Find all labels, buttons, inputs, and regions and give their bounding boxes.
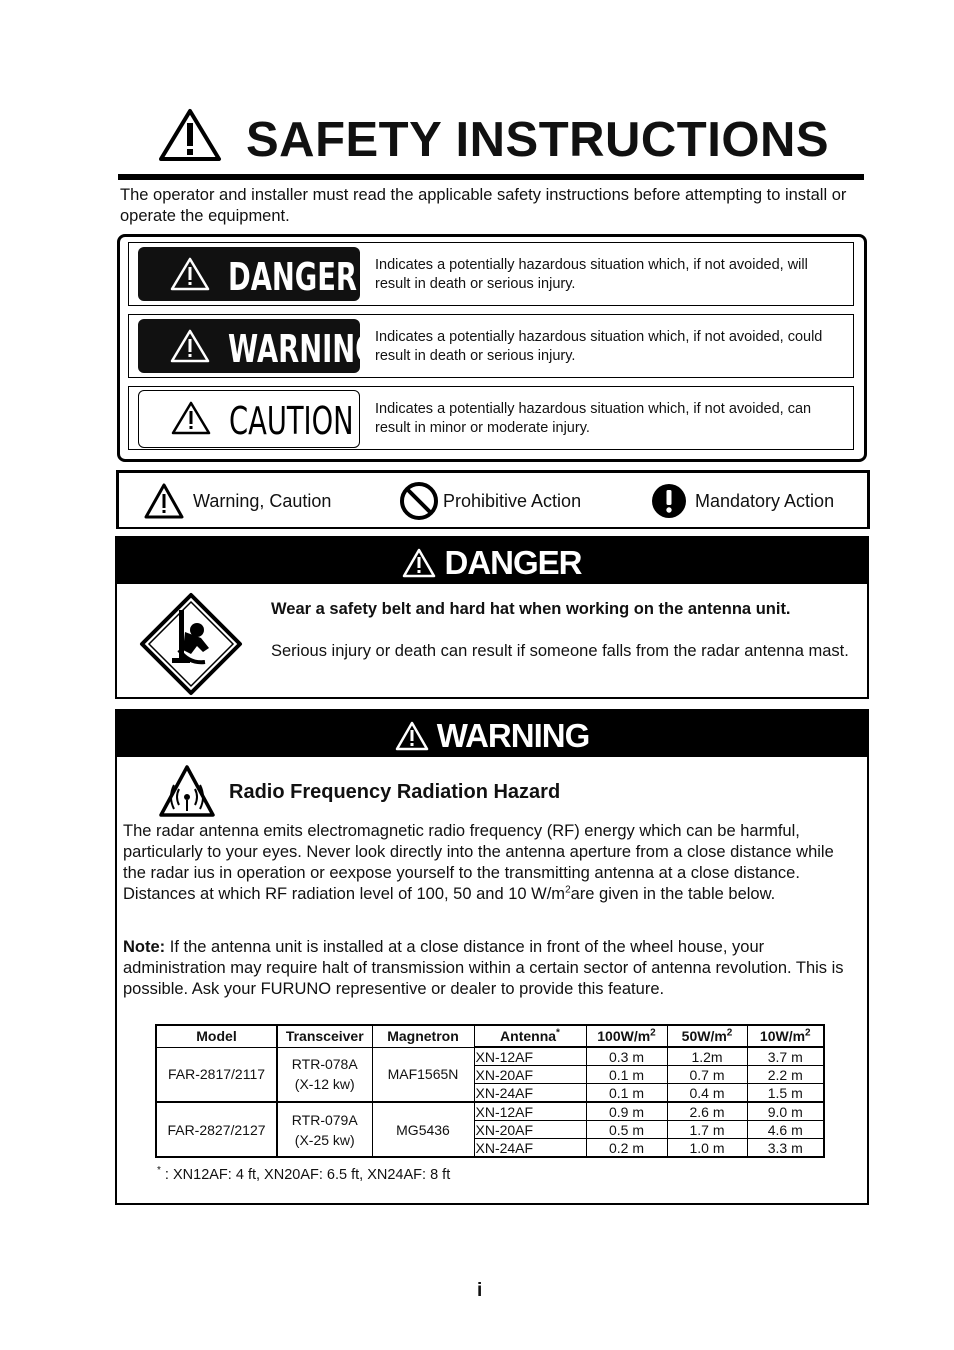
transceiver-power: (X-25 kw): [294, 1131, 355, 1148]
note-label: Note:: [123, 938, 166, 956]
col-model: Model: [156, 1025, 277, 1047]
legend-mandatory-label: Mandatory Action: [695, 490, 835, 511]
col-magnetron: Magnetron: [372, 1025, 474, 1047]
col-10w-sup: 2: [805, 1027, 811, 1039]
p100-cell: 0.1 m: [586, 1084, 667, 1103]
model-cell: FAR-2817/2117: [156, 1047, 277, 1102]
transceiver-cell: [277, 1047, 372, 1102]
p10-cell: 9.0 m: [747, 1102, 824, 1121]
warning-panel: [115, 709, 869, 1205]
transceiver-name: RTR-078A: [291, 1056, 358, 1073]
rf-hazard-body: [123, 821, 859, 905]
warning-triangle-icon: [158, 108, 222, 162]
danger-instruction: Wear a safety belt and hard hat when working on the antenna unit.: [271, 600, 791, 618]
rf-body-main: The radar antenna emits electromagnetic radio frequency (RF) energy which can be harmful, particularly to your eyes. Never look directly into the antenna aperture from a close distance while the radar ius in operation or eexpose yourself to the transmitting antenna at a close distance. Distances at which RF radiation level of 100, 50 and 10 W/m: [123, 822, 834, 903]
p50-cell: 2.6 m: [667, 1102, 747, 1121]
caution-description: Indicates a potentially hazardous situation which, if not avoided, can result in minor or moderate injury.: [375, 401, 812, 436]
signal-row-warning: [128, 314, 854, 378]
warning-header-text: WARNING: [436, 717, 590, 754]
col-50w-label: 50W/m: [681, 1028, 727, 1044]
warning-description: Indicates a potentially hazardous situation which, if not avoided, could result in death or serious injury.: [375, 329, 823, 364]
p10-cell: 2.2 m: [747, 1066, 824, 1084]
warning-triangle-icon: [395, 721, 429, 751]
transceiver-cell: [277, 1102, 372, 1157]
radiation-hazard-icon: [159, 765, 215, 817]
rf-note: [123, 937, 859, 1000]
fall-hazard-icon: [139, 592, 243, 696]
footnote-text: : XN12AF: 4 ft, XN20AF: 6.5 ft, XN24AF: 8 ft: [160, 1167, 451, 1183]
page-number: i: [477, 1280, 483, 1301]
antenna-cell: XN-24AF: [474, 1084, 586, 1103]
table-header-row: [156, 1025, 824, 1047]
warning-triangle-icon: [143, 482, 185, 520]
warning-triangle-icon: [402, 548, 436, 578]
table-row: [156, 1047, 824, 1066]
danger-label: [138, 247, 360, 301]
rf-hazard-title: Radio Frequency Radiation Hazard: [229, 781, 561, 803]
col-10w: [747, 1025, 824, 1047]
p10-cell: 3.3 m: [747, 1139, 824, 1158]
legend-prohibitive-label: Prohibitive Action: [443, 490, 582, 511]
rf-distance-table: [155, 1024, 825, 1158]
p100-cell: 0.3 m: [586, 1047, 667, 1066]
table-footnote: [157, 1167, 450, 1183]
legend-prohibitive: [399, 481, 581, 521]
p100-cell: 0.1 m: [586, 1066, 667, 1084]
danger-description: Indicates a potentially hazardous situation which, if not avoided, will result in death or serious injury.: [375, 257, 808, 292]
col-100w-sup: 2: [650, 1027, 656, 1039]
model-cell: FAR-2827/2127: [156, 1102, 277, 1157]
table-row: [156, 1102, 824, 1121]
p50-cell: 0.4 m: [667, 1084, 747, 1103]
prohibited-icon: [399, 481, 439, 521]
p50-cell: 1.0 m: [667, 1139, 747, 1158]
danger-word: DANGER: [228, 255, 358, 299]
col-10w-label: 10W/m: [759, 1028, 806, 1044]
legend-mandatory: [651, 481, 834, 521]
magnetron-cell: MAF1565N: [372, 1047, 474, 1102]
p10-cell: 3.7 m: [747, 1047, 824, 1066]
magnetron-cell: MG5436: [372, 1102, 474, 1157]
antenna-cell: XN-20AF: [474, 1066, 586, 1084]
footnote-mark: *: [157, 1165, 161, 1177]
warning-triangle-icon: [170, 257, 210, 291]
col-50w: [667, 1025, 747, 1047]
caution-word: CAUTION: [229, 399, 354, 443]
antenna-cell: XN-12AF: [474, 1047, 586, 1066]
p10-cell: 1.5 m: [747, 1084, 824, 1103]
p50-cell: 1.7 m: [667, 1121, 747, 1139]
p50-cell: 0.7 m: [667, 1066, 747, 1084]
transceiver-name: RTR-079A: [291, 1111, 358, 1128]
legend-warning-caution: [143, 481, 331, 521]
danger-panel: [115, 536, 869, 699]
warning-triangle-icon: [170, 329, 210, 363]
col-transceiver: Transceiver: [277, 1025, 372, 1047]
danger-consequence: Serious injury or death can result if someone falls from the radar antenna mast.: [271, 642, 849, 660]
symbol-legend: [116, 470, 870, 529]
title-bar: [118, 108, 864, 180]
warning-triangle-icon: [171, 401, 211, 435]
col-100w: [586, 1025, 667, 1047]
antenna-cell: XN-24AF: [474, 1139, 586, 1158]
signal-word-box: [117, 234, 867, 462]
legend-warning-caution-label: Warning, Caution: [193, 490, 332, 511]
antenna-cell: XN-12AF: [474, 1102, 586, 1121]
note-text: If the antenna unit is installed at a close distance in front of the wheel house, your administration may require halt of transmission within a certain sector of antenna revolution. This is possible. Ask your FURUNO representive or dealer to provide this feature.: [123, 938, 844, 998]
rf-body-sup: 2: [565, 884, 571, 896]
col-antenna-label: Antenna: [500, 1028, 557, 1044]
p50-cell: 1.2m: [667, 1047, 747, 1066]
p100-cell: 0.2 m: [586, 1139, 667, 1158]
warning-word: WARNING: [228, 327, 378, 371]
caution-label: [138, 390, 360, 448]
warning-label: [138, 319, 378, 373]
col-50w-sup: 2: [726, 1027, 733, 1039]
p100-cell: 0.5 m: [586, 1121, 667, 1139]
danger-header-text: DANGER: [444, 544, 582, 581]
col-100w-label: 100W/m: [597, 1028, 651, 1044]
signal-row-danger: [128, 242, 854, 306]
page-title: SAFETY INSTRUCTIONS: [246, 113, 830, 167]
mandatory-action-icon: [651, 483, 687, 519]
intro-text: The operator and installer must read the applicable safety instructions before attempting to install or operate the equipment.: [120, 186, 847, 225]
rf-body-end: are given in the table below.: [570, 885, 776, 903]
warning-header: [117, 711, 867, 757]
signal-row-caution: [128, 386, 854, 450]
antenna-cell: XN-20AF: [474, 1121, 586, 1139]
danger-header: [117, 538, 867, 584]
transceiver-power: (X-12 kw): [294, 1076, 355, 1093]
p100-cell: 0.9 m: [586, 1102, 667, 1121]
col-antenna-mark: *: [556, 1027, 560, 1039]
col-antenna: [474, 1025, 586, 1047]
p10-cell: 4.6 m: [747, 1121, 824, 1139]
